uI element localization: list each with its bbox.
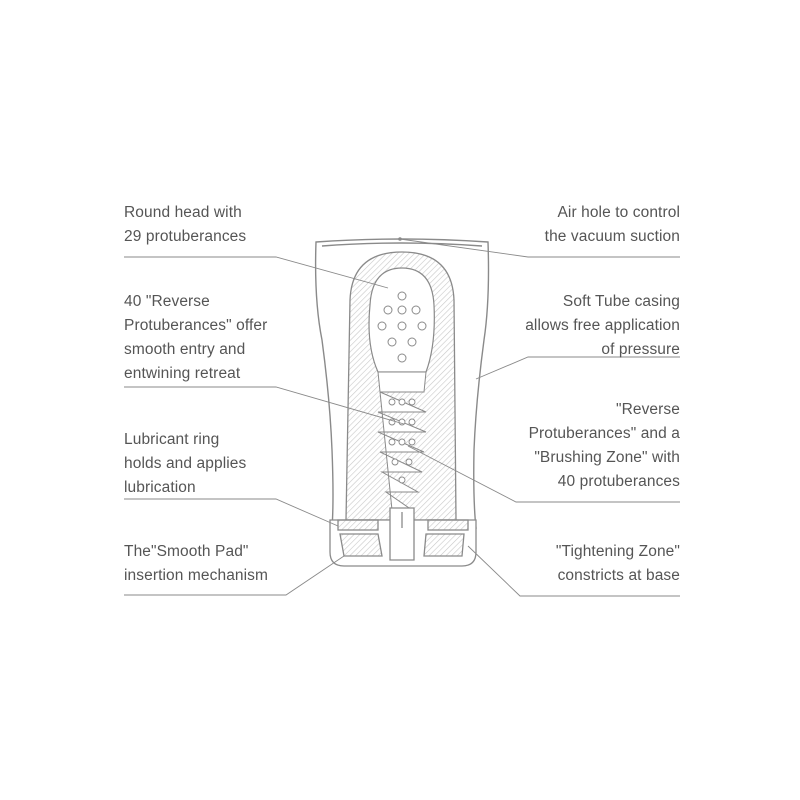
label-line: Protuberances" offer <box>124 317 268 334</box>
label-line: allows free application <box>525 317 680 334</box>
label-line: 40 protuberances <box>557 473 680 490</box>
label-lubricant-ring <box>124 428 246 500</box>
label-smooth-pad <box>124 540 268 588</box>
label-air-hole <box>545 201 680 249</box>
label-line: the vacuum suction <box>544 228 680 245</box>
label-line: "Tightening Zone" <box>555 543 680 560</box>
label-line: insertion mechanism <box>124 567 269 584</box>
label-reverse-protuberances <box>124 290 267 386</box>
label-line: "Brushing Zone" with <box>534 449 680 466</box>
label-line: of pressure <box>601 341 680 358</box>
label-tightening-zone <box>556 540 680 588</box>
label-line: The"Smooth Pad" <box>124 543 249 560</box>
label-line: Lubricant ring <box>124 431 220 448</box>
label-line: 40 "Reverse <box>124 293 210 310</box>
label-line: 29 protuberances <box>124 228 247 245</box>
label-line: Air hole to control <box>557 204 680 221</box>
label-line: entwining retreat <box>124 365 241 382</box>
label-line: smooth entry and <box>124 341 246 358</box>
label-line: "Reverse <box>615 401 680 418</box>
lubricant-ring <box>338 520 378 530</box>
label-soft-tube <box>525 290 680 362</box>
label-line: holds and applies <box>124 455 247 472</box>
label-line: constricts at base <box>557 567 680 584</box>
label-line: Soft Tube casing <box>562 293 680 310</box>
label-brushing-zone <box>529 398 680 494</box>
label-round-head <box>124 201 246 249</box>
leader-lubricant-ring <box>124 499 338 526</box>
smooth-pad <box>340 534 382 556</box>
label-line: Protuberances" and a <box>528 425 680 442</box>
label-line: Round head with <box>124 204 242 221</box>
label-line: lubrication <box>124 479 196 496</box>
